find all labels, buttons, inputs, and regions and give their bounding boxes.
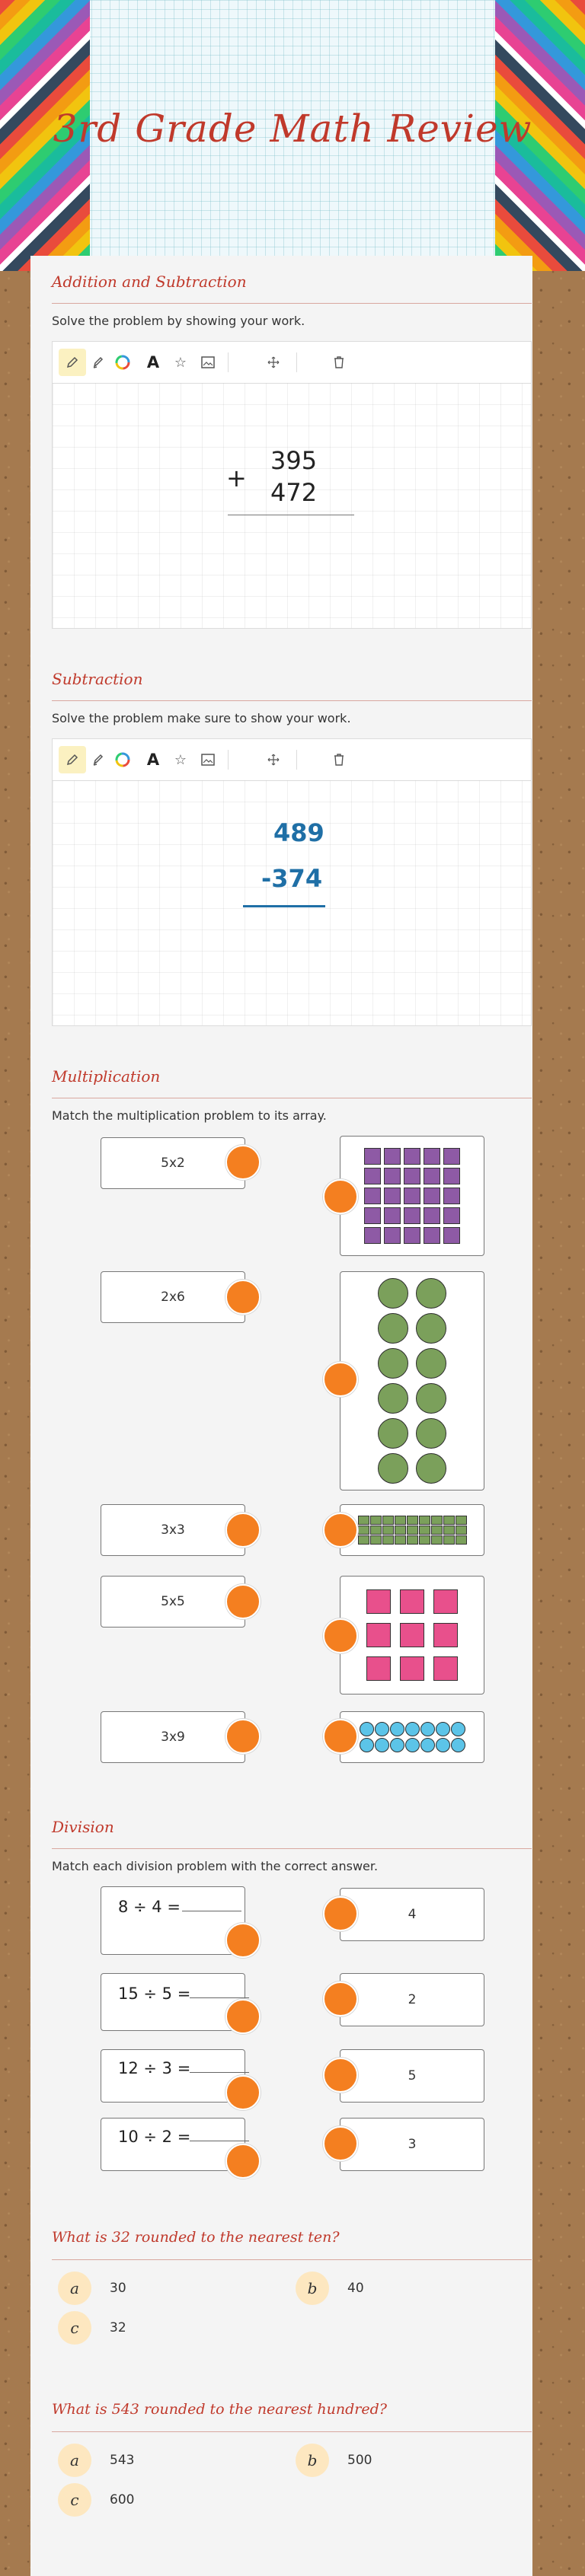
worksheet-card [30,256,532,2576]
connector-dot[interactable] [323,1513,358,1548]
division-problem-box[interactable] [101,1973,245,2031]
match-problem-box[interactable]: 5x2 [101,1137,245,1189]
connector-dot[interactable] [323,1719,358,1754]
option-letter-badge[interactable]: b [296,2272,329,2305]
connector-dot[interactable] [323,1981,358,2016]
section-instruction: Solve the problem make sure to show your work. [52,711,351,725]
section-instruction: Match the multiplication problem to its array. [52,1108,327,1123]
question-title: What is 543 rounded to the nearest hundred? [52,2401,387,2418]
section-divider [52,1848,532,1849]
purple-squares-array [364,1148,460,1244]
connector-dot[interactable] [323,1362,358,1397]
division-answer-box[interactable]: 4 [340,1888,484,1941]
connector-dot[interactable] [225,1584,261,1619]
green-circles-array [378,1278,446,1484]
connector-dot[interactable] [225,1280,261,1315]
answer-blank [190,2072,249,2073]
division-problem-box[interactable] [101,2118,245,2171]
star-icon[interactable]: ☆ [174,354,187,371]
option-letter-badge[interactable]: c [58,2483,91,2517]
marker-icon[interactable] [85,746,112,773]
toolbar-divider [296,750,297,770]
drawing-canvas[interactable] [53,383,531,628]
toolbar-divider [296,352,297,372]
option-text[interactable]: 600 [110,2492,135,2507]
question-title: What is 32 rounded to the nearest ten? [52,2229,340,2246]
option-letter-badge[interactable]: c [58,2311,91,2345]
array-box-green-circles[interactable] [340,1271,484,1490]
division-answer-box[interactable]: 2 [340,1973,484,2026]
connector-dot[interactable] [323,2058,358,2093]
section-title-multiplication: Multiplication [52,1067,161,1086]
minuend: 489 [273,818,324,847]
marker-icon[interactable] [85,349,112,376]
connector-dot[interactable] [225,2075,261,2110]
connector-dot[interactable] [225,2144,261,2179]
option-text[interactable]: 500 [347,2453,372,2468]
text-icon[interactable]: A [146,751,160,769]
connector-dot[interactable] [225,1719,261,1754]
pink-squares-array [366,1589,458,1681]
blue-circles-array [360,1722,465,1752]
section-title-addition: Addition and Subtraction [52,273,247,291]
section-instruction: Solve the problem by showing your work. [52,314,305,328]
pencil-icon[interactable] [59,349,86,376]
option-text[interactable]: 30 [110,2281,126,2296]
array-box-pink[interactable] [340,1576,484,1694]
array-box-green-squares[interactable] [340,1504,484,1556]
option-letter-badge[interactable]: b [296,2444,329,2477]
color-wheel-icon[interactable] [109,746,136,773]
division-problem-box[interactable] [101,1886,245,1955]
trash-icon[interactable] [325,746,353,773]
green-squares-array [358,1516,467,1545]
drawing-canvas[interactable] [53,780,531,1025]
connector-dot[interactable] [225,1923,261,1958]
section-divider [52,2431,532,2432]
section-title-subtraction: Subtraction [52,670,143,688]
difference-line [243,905,325,907]
match-problem-box[interactable]: 2x6 [101,1271,245,1323]
division-problem-box[interactable] [101,2049,245,2103]
connector-dot[interactable] [323,1618,358,1653]
option-text[interactable]: 543 [110,2453,135,2468]
toolbar-divider [228,352,229,372]
match-problem-box[interactable]: 3x9 [101,1711,245,1763]
array-box-blue[interactable] [340,1711,484,1763]
match-problem-box[interactable]: 5x5 [101,1576,245,1628]
division-problem-text: 12 ÷ 3 = [118,2059,191,2077]
page-title: 3rd Grade Math Review [53,107,532,151]
division-problem-text: 10 ÷ 2 = [118,2128,191,2146]
addend-top: 395 [270,446,318,475]
division-problem-text: 15 ÷ 5 = [118,1985,191,2003]
page-header [0,0,585,271]
division-answer-box[interactable]: 3 [340,2118,484,2171]
connector-dot[interactable] [225,1145,261,1180]
connector-dot[interactable] [225,1513,261,1548]
connector-dot[interactable] [323,1179,358,1214]
image-icon[interactable] [194,349,222,376]
star-icon[interactable]: ☆ [174,751,187,768]
section-divider [52,303,532,304]
move-icon[interactable] [260,746,287,773]
match-problem-box[interactable]: 3x3 [101,1504,245,1556]
color-wheel-icon[interactable] [109,349,136,376]
subtrahend: -374 [261,864,323,893]
option-letter-badge[interactable]: a [58,2272,91,2305]
answer-blank [190,1997,249,1998]
drawing-widget-addition[interactable] [52,341,532,629]
section-divider [52,2259,532,2260]
trash-icon[interactable] [325,349,353,376]
division-answer-box[interactable]: 5 [340,2049,484,2103]
option-text[interactable]: 32 [110,2320,126,2335]
move-icon[interactable] [260,349,287,376]
drawing-toolbar [53,342,531,384]
operator: + [226,464,247,493]
section-title-division: Division [52,1818,114,1836]
connector-dot[interactable] [225,1999,261,2034]
text-icon[interactable]: A [146,353,160,371]
array-box-purple[interactable] [340,1136,484,1256]
drawing-toolbar [53,739,531,781]
option-text[interactable]: 40 [347,2281,364,2296]
pencil-icon[interactable] [59,746,86,773]
option-letter-badge[interactable]: a [58,2444,91,2477]
drawing-widget-subtraction[interactable] [52,738,532,1026]
addend-bottom: 472 [270,478,318,507]
connector-dot[interactable] [323,1896,358,1931]
section-instruction: Match each division problem with the correct answer. [52,1859,379,1873]
connector-dot[interactable] [323,2126,358,2161]
toolbar-divider [228,750,229,770]
division-problem-text: 8 ÷ 4 = [118,1898,181,1916]
section-divider [52,700,532,701]
image-icon[interactable] [194,746,222,773]
